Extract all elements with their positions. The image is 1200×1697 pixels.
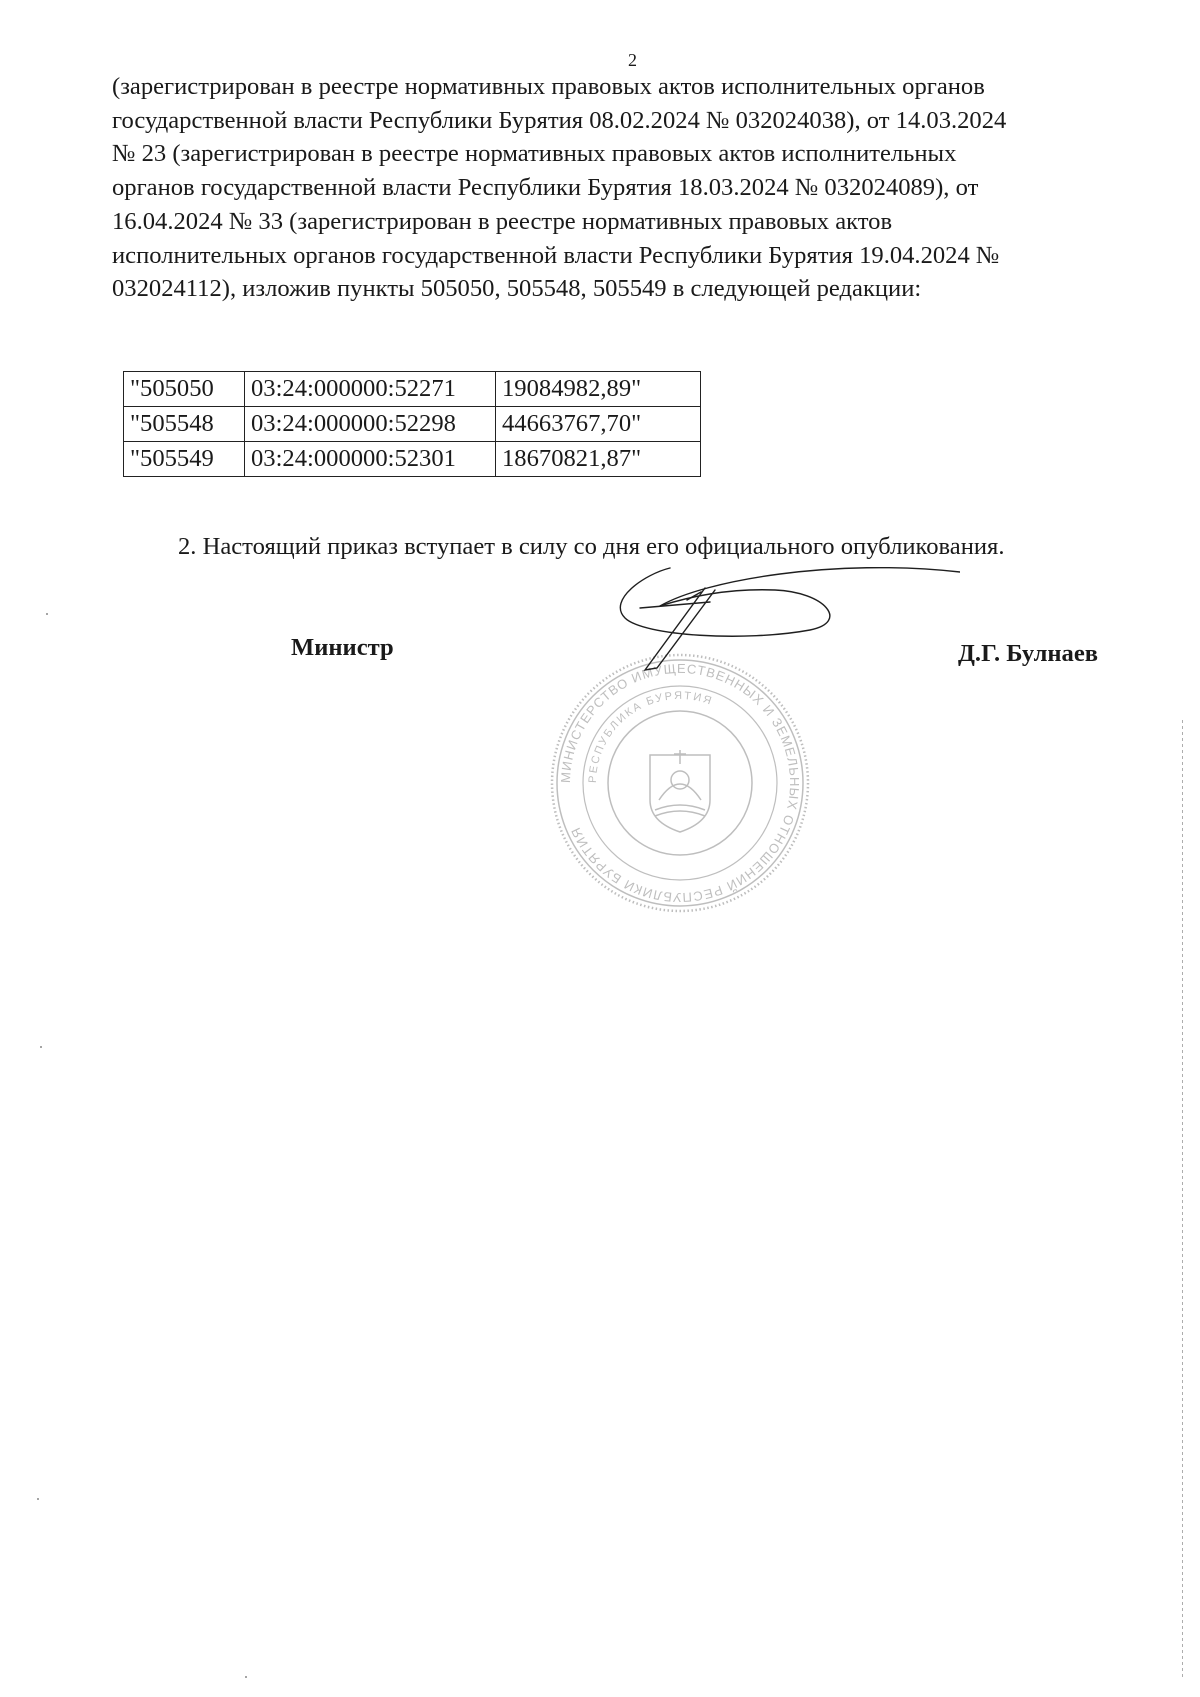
table-cell-value: 44663767,70"	[496, 407, 701, 442]
intro-line: 032024112), изложив пункты 505050, 505548, 505549 в следующей редакции:	[112, 275, 922, 303]
signatory-name: Д.Г. Булнаев	[958, 640, 1099, 667]
table-cell-cadastral-number: 03:24:000000:52271	[245, 372, 496, 407]
handwritten-signature	[615, 560, 960, 700]
table-cell-item-number: "505549	[124, 442, 245, 477]
clause-2: 2. Настоящий приказ вступает в силу со дня его официального опубликования.	[178, 533, 1005, 560]
table-cell-item-number: "505050	[124, 372, 245, 407]
table-cell-item-number: "505548	[124, 407, 245, 442]
table-cell-value: 18670821,87"	[496, 442, 701, 477]
intro-line: (зарегистрирован в реестре нормативных правовых актов исполнительных органов	[112, 73, 985, 100]
intro-line: исполнительных органов государственной власти Республики Бурятия 19.04.2024 №	[112, 241, 1000, 269]
intro-paragraph	[112, 70, 1152, 306]
table-cell-cadastral-number: 03:24:000000:52301	[245, 442, 496, 477]
seal-inner-text: РЕСПУБЛИКА БУРЯТИЯ	[586, 689, 715, 784]
page-number: 2	[628, 50, 637, 70]
seal-outer-text: МИНИСТЕРСТВО ИМУЩЕСТВЕННЫХ И ЗЕМЕЛЬНЫХ ОТНОШЕНИЙ РЕСПУБЛИКИ БУРЯТИЯ	[557, 660, 803, 906]
intro-line: государственной власти Республики Бурятия 08.02.2024 № 032024038), от 14.03.2024	[112, 106, 1007, 134]
table-row	[124, 407, 701, 442]
intro-line: № 23 (зарегистрирован в реестре нормативных правовых актов исполнительных	[112, 140, 957, 168]
cadastral-value-table	[123, 371, 701, 477]
table-cell-value: 19084982,89"	[496, 372, 701, 407]
signatory-title: Министр	[291, 634, 394, 661]
table-row	[124, 442, 701, 477]
coat-of-arms-icon	[650, 750, 710, 832]
intro-line: органов государственной власти Республики Бурятия 18.03.2024 № 032024089), от	[112, 174, 979, 202]
table-row	[124, 372, 701, 407]
intro-line: 16.04.2024 № 33 (зарегистрирован в реестре нормативных правовых актов	[112, 207, 893, 235]
scan-edge-line	[1182, 720, 1183, 1680]
table-cell-cadastral-number: 03:24:000000:52298	[245, 407, 496, 442]
